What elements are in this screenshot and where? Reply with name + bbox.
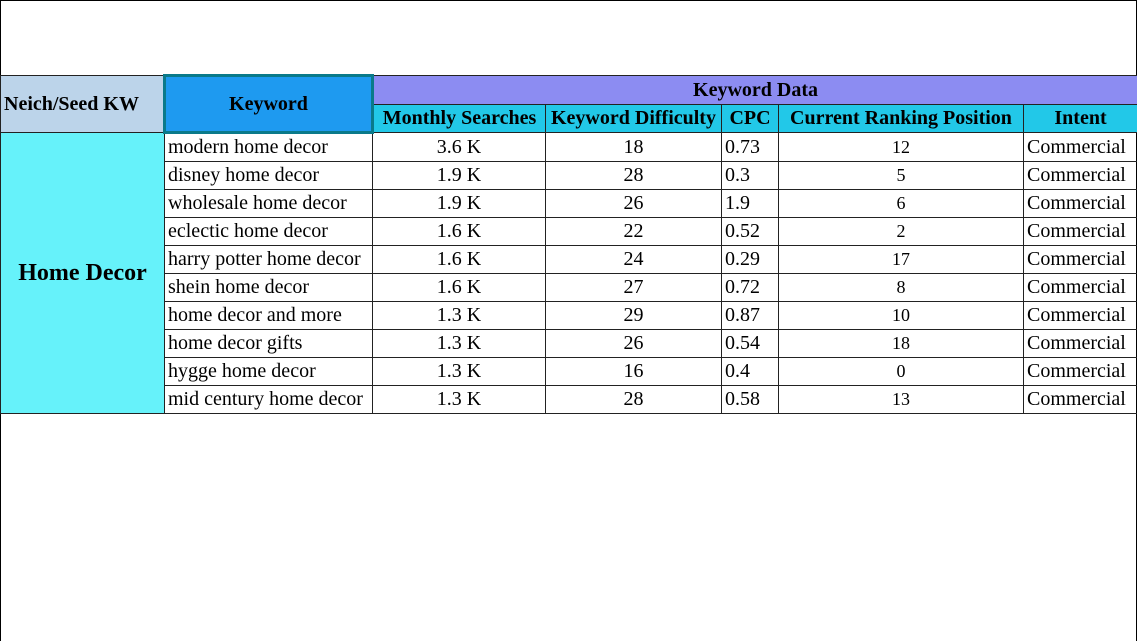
ranking-position-cell[interactable]: 10: [779, 302, 1024, 330]
header-monthly-searches[interactable]: Monthly Searches: [373, 105, 546, 133]
cpc-cell[interactable]: 0.58: [722, 386, 779, 414]
table-row: [1, 330, 1137, 358]
keyword-cell[interactable]: wholesale home decor: [165, 190, 373, 218]
intent-cell[interactable]: Commercial: [1024, 358, 1137, 386]
cpc-cell[interactable]: 0.3: [722, 162, 779, 190]
ranking-position-cell[interactable]: 17: [779, 246, 1024, 274]
keyword-difficulty-cell[interactable]: 22: [546, 218, 722, 246]
table-row: [1, 302, 1137, 330]
intent-cell[interactable]: Commercial: [1024, 190, 1137, 218]
monthly-searches-cell[interactable]: 1.3 K: [373, 302, 546, 330]
intent-cell[interactable]: Commercial: [1024, 246, 1137, 274]
keyword-cell[interactable]: harry potter home decor: [165, 246, 373, 274]
monthly-searches-cell[interactable]: 1.6 K: [373, 246, 546, 274]
header-cpc[interactable]: CPC: [722, 105, 779, 133]
table-row: [1, 358, 1137, 386]
table-row: [1, 274, 1137, 302]
keyword-cell[interactable]: home decor and more: [165, 302, 373, 330]
keyword-cell[interactable]: eclectic home decor: [165, 218, 373, 246]
ranking-position-cell[interactable]: 13: [779, 386, 1024, 414]
keyword-cell[interactable]: modern home decor: [165, 133, 373, 162]
cpc-cell[interactable]: 0.72: [722, 274, 779, 302]
header-keyword-data[interactable]: Keyword Data: [373, 76, 1137, 105]
intent-cell[interactable]: Commercial: [1024, 330, 1137, 358]
ranking-position-cell[interactable]: 8: [779, 274, 1024, 302]
cpc-cell[interactable]: 0.52: [722, 218, 779, 246]
cpc-cell[interactable]: 0.4: [722, 358, 779, 386]
ranking-position-cell[interactable]: 18: [779, 330, 1024, 358]
monthly-searches-cell[interactable]: 1.6 K: [373, 218, 546, 246]
keyword-table: [0, 74, 1137, 414]
monthly-searches-cell[interactable]: 1.3 K: [373, 386, 546, 414]
monthly-searches-cell[interactable]: 1.3 K: [373, 330, 546, 358]
keyword-difficulty-cell[interactable]: 16: [546, 358, 722, 386]
monthly-searches-cell[interactable]: 1.9 K: [373, 162, 546, 190]
ranking-position-cell[interactable]: 5: [779, 162, 1024, 190]
cpc-cell[interactable]: 0.73: [722, 133, 779, 162]
table-row: [1, 190, 1137, 218]
header-seed-kw[interactable]: Neich/Seed KW: [1, 76, 165, 133]
cpc-cell[interactable]: 0.87: [722, 302, 779, 330]
intent-cell[interactable]: Commercial: [1024, 274, 1137, 302]
ranking-position-cell[interactable]: 6: [779, 190, 1024, 218]
cpc-cell[interactable]: 0.54: [722, 330, 779, 358]
intent-cell[interactable]: Commercial: [1024, 302, 1137, 330]
table-row: [1, 162, 1137, 190]
table-row: [1, 386, 1137, 414]
cpc-cell[interactable]: 1.9: [722, 190, 779, 218]
ranking-position-cell[interactable]: 0: [779, 358, 1024, 386]
intent-cell[interactable]: Commercial: [1024, 162, 1137, 190]
keyword-difficulty-cell[interactable]: 26: [546, 190, 722, 218]
table-row: [1, 133, 1137, 162]
keyword-cell[interactable]: shein home decor: [165, 274, 373, 302]
keyword-difficulty-cell[interactable]: 27: [546, 274, 722, 302]
header-keyword[interactable]: Keyword: [165, 76, 373, 133]
keyword-cell[interactable]: disney home decor: [165, 162, 373, 190]
monthly-searches-cell[interactable]: 1.6 K: [373, 274, 546, 302]
frame-top-border: [0, 0, 1137, 1]
table-row: [1, 246, 1137, 274]
intent-cell[interactable]: Commercial: [1024, 133, 1137, 162]
table-row: [1, 218, 1137, 246]
keyword-difficulty-cell[interactable]: 26: [546, 330, 722, 358]
ranking-position-cell[interactable]: 2: [779, 218, 1024, 246]
keyword-cell[interactable]: hygge home decor: [165, 358, 373, 386]
intent-cell[interactable]: Commercial: [1024, 386, 1137, 414]
keyword-difficulty-cell[interactable]: 28: [546, 162, 722, 190]
monthly-searches-cell[interactable]: 1.3 K: [373, 358, 546, 386]
keyword-cell[interactable]: home decor gifts: [165, 330, 373, 358]
intent-cell[interactable]: Commercial: [1024, 218, 1137, 246]
keyword-cell[interactable]: mid century home decor: [165, 386, 373, 414]
keyword-difficulty-cell[interactable]: 18: [546, 133, 722, 162]
keyword-difficulty-cell[interactable]: 24: [546, 246, 722, 274]
monthly-searches-cell[interactable]: 1.9 K: [373, 190, 546, 218]
header-current-ranking[interactable]: Current Ranking Position: [779, 105, 1024, 133]
header-keyword-difficulty[interactable]: Keyword Difficulty: [546, 105, 722, 133]
cpc-cell[interactable]: 0.29: [722, 246, 779, 274]
header-intent[interactable]: Intent: [1024, 105, 1137, 133]
seed-keyword-cell[interactable]: Home Decor: [1, 133, 165, 414]
keyword-difficulty-cell[interactable]: 29: [546, 302, 722, 330]
keyword-difficulty-cell[interactable]: 28: [546, 386, 722, 414]
ranking-position-cell[interactable]: 12: [779, 133, 1024, 162]
monthly-searches-cell[interactable]: 3.6 K: [373, 133, 546, 162]
